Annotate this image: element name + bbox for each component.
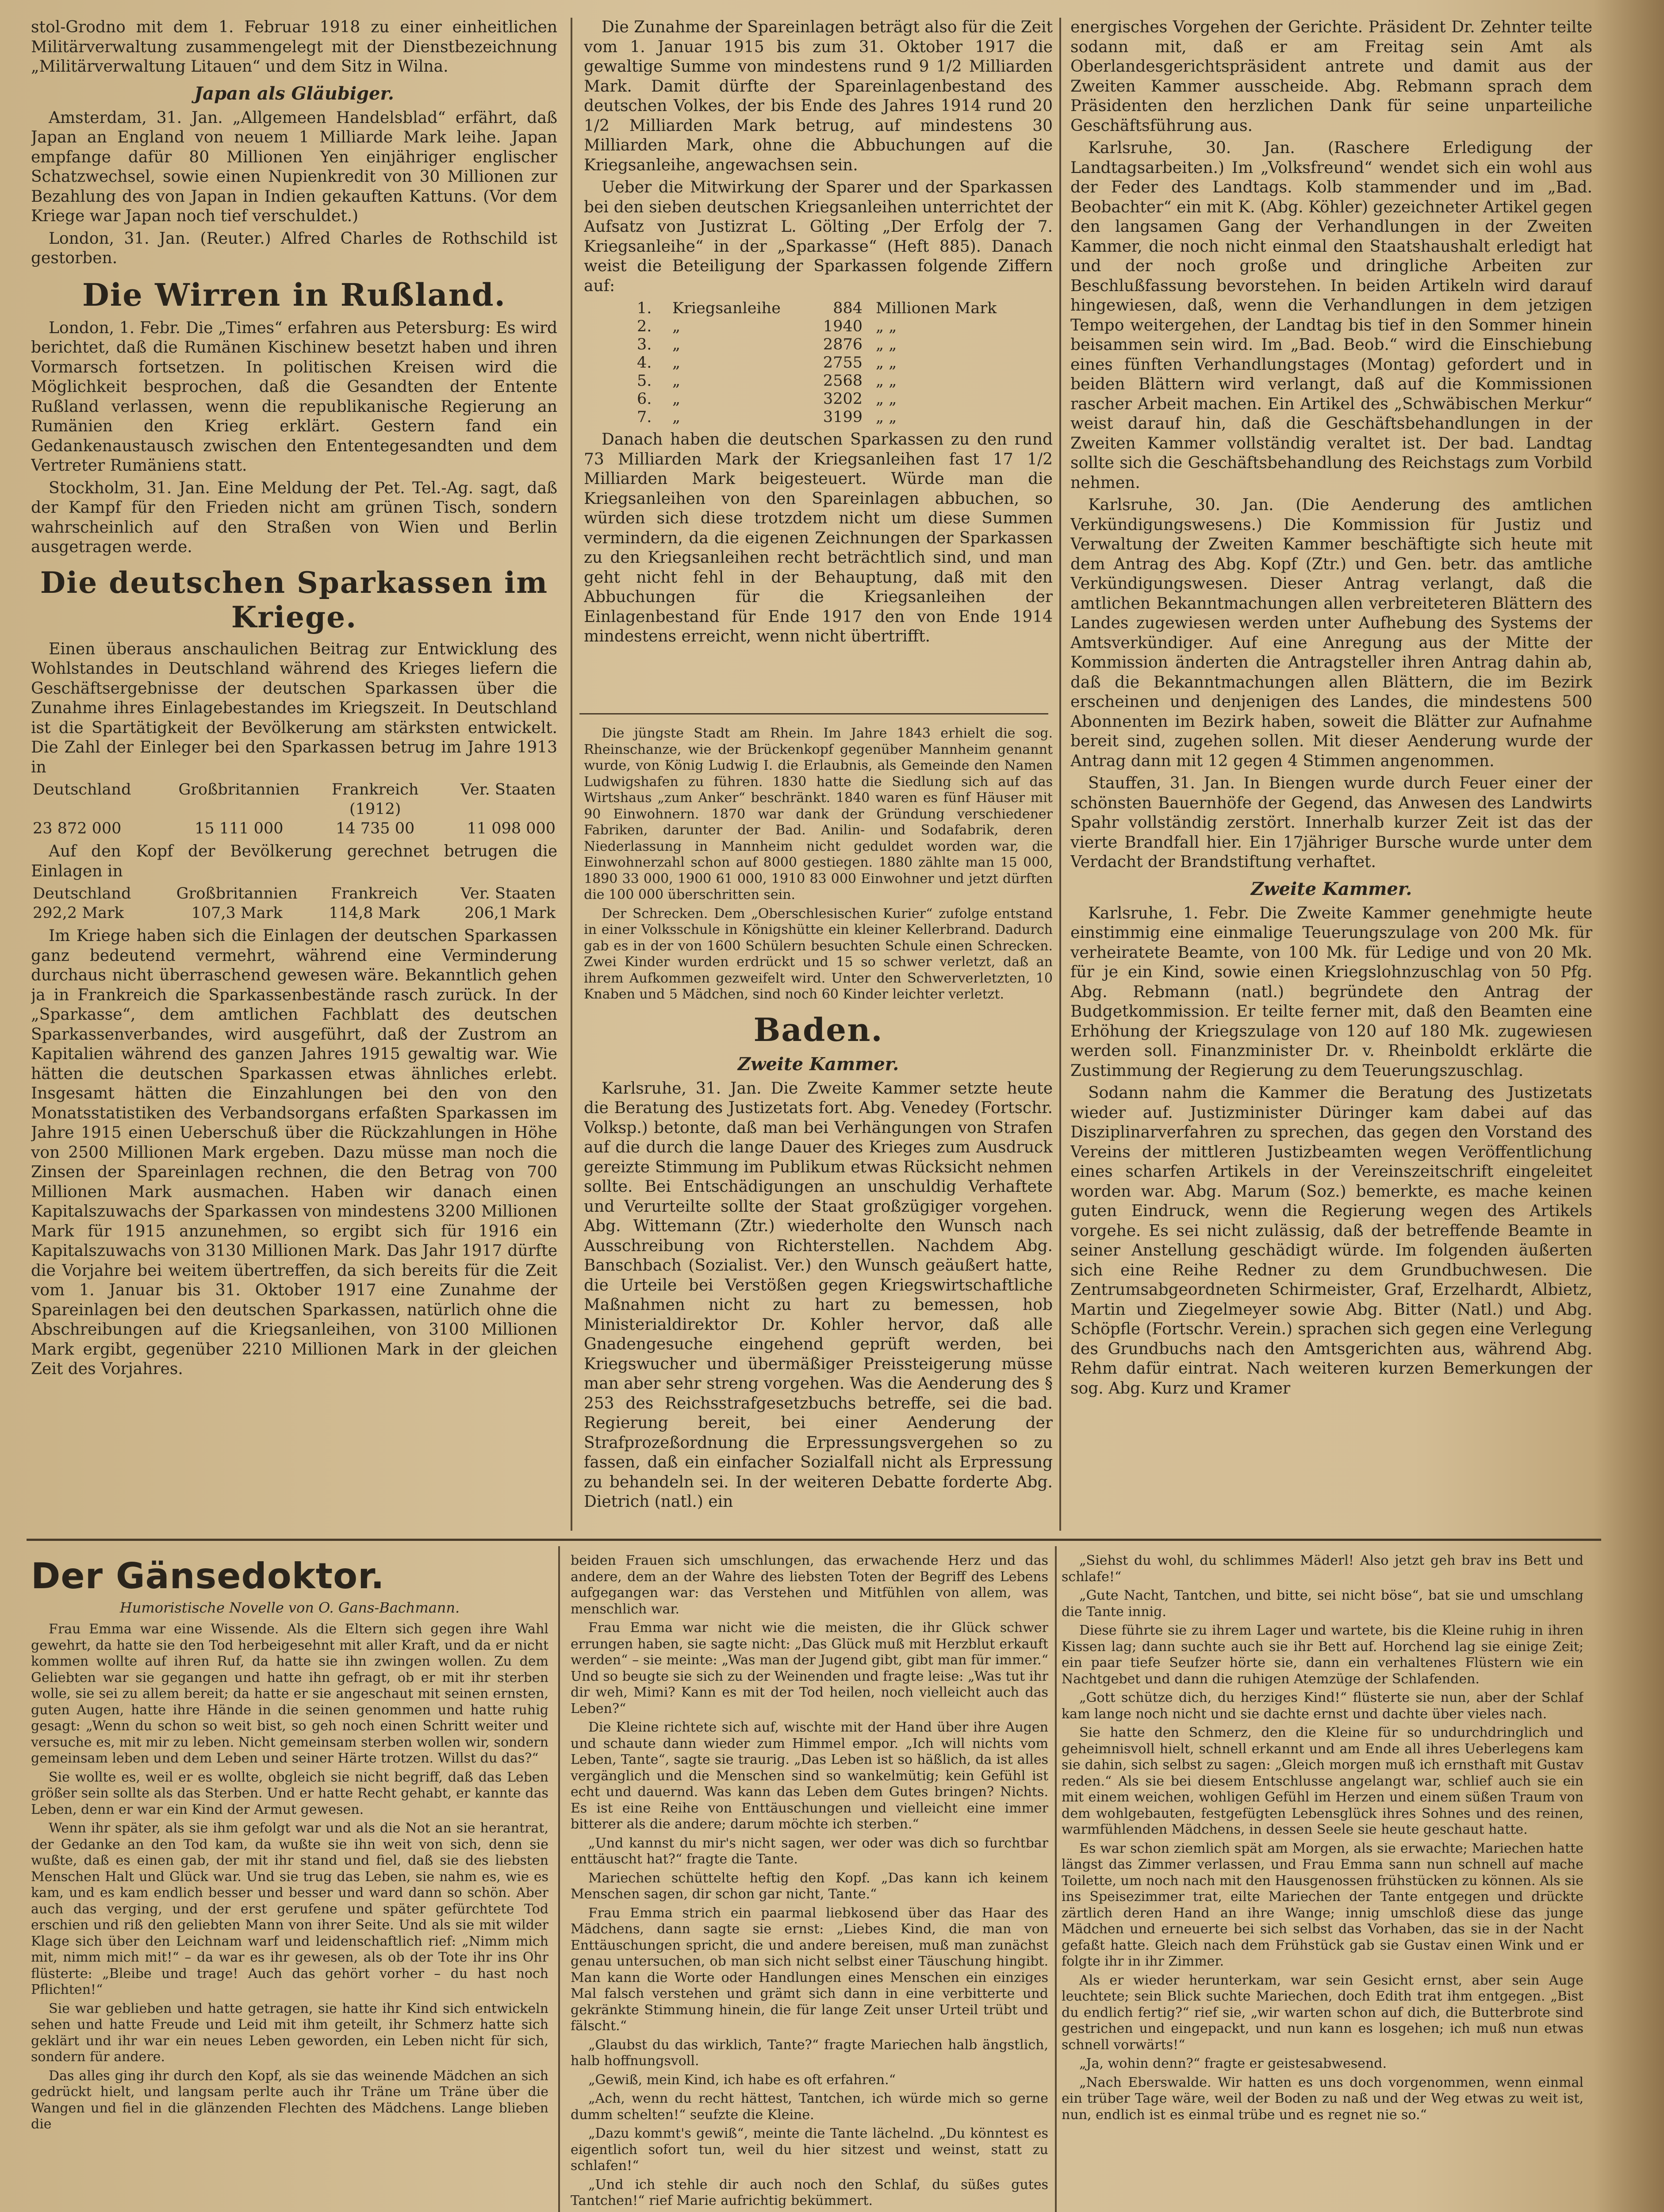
table-cell: Großbritannien <box>178 781 300 799</box>
list-item: 3. „ 2876 „ „ <box>637 336 897 353</box>
novella-column-1 <box>31 1553 548 2212</box>
table-cell: 114,8 Mark <box>329 904 420 922</box>
column-rule <box>1055 1546 1057 2212</box>
column-rule <box>1059 18 1061 1531</box>
novella-text: Als er wieder herunterkam, war sein Gesicht ernst, aber sein Auge leuchtete; sein Blick suchte Mariechen, doch Edith trat ihm entgegen. „Bist du endlich fertig?“ rief sie, „wir warten schon auf dich, die Butterbrote sind gestrichen und eingepackt, und nun kann es losgehen; ich muß nun etwas schnell vorwärts!“ <box>1062 1972 1583 2053</box>
novella-byline: Humoristische Novelle von O. Gans-Bachmann. <box>119 1599 460 1616</box>
article-text: Karlsruhe, 30. Jan. (Raschere Erledigung der Landtagsarbeiten.) Im „Volksfreund“ wendet sich ein wohl aus der Feder des Landtags. Kolb stammender und im „Bad. Beobachter“ ein mit K. (Abg. Köhler) gezeichneter Artikel gegen den langsamen Gang der Verhandlungen in der Zweiten Kammer, die noch nicht einmal den Staatshaushalt erledigt hat und der noch große und dringliche Arbeiten zur Beschlußfassung bevorstehen. In beiden Artikeln wird darauf hingewiesen, daß, wenn die Verhandlungen in dem jetzigen Tempo weitergehen, der Landtag bis tief in den Sommer hinein beisammen sein wird. Im „Bad. Beob.“ wird die Einschiebung eines fünften Verhandlungstages (Montag) gefordert und in beiden Blättern wird verlangt, daß auf die Kommissionen rascher Arbeit machen. Ein Artikel des „Schwäbischen Merkur“ weist darauf hin, daß die Geschäftsbehandlungen in der Zweiten Kammer vollständig veraltet ist. Der bad. Landtag sollte sich die Geschäftsbehandlung des Reichstags zum Vorbild nehmen. <box>1070 139 1592 492</box>
novella-text: Sie wollte es, weil er es wollte, obgleich sie nicht begriff, daß das Leben größer sein sollte als das Sterben. Und er hatte Recht gehabt, er kannte das Leben, denn er war ein Kind der Armut gewesen. <box>31 1769 548 1817</box>
table-cell: 206,1 Mark <box>464 904 556 922</box>
novella-text: Frau Emma war nicht wie die meisten, die ihr Glück schwer errungen haben, sie sagte nicht: „Das Glück muß mit Herzblut erkauft werden“ – sie meinte: „Was man der Jugend gibt, gibt man für immer.“ Und so beugte sie sich zu der Weinenden und fragte leise: „Was tut ihr dir weh, Mimi? Kann es mit der Tod heilen, noch vielleicht auch das Leben?“ <box>571 1620 1048 1717</box>
novella-column-2 <box>571 1553 1048 2212</box>
section-divider <box>27 1539 1601 1541</box>
novella-title: Der Gänsedoktor. <box>31 1555 385 1597</box>
table-cell: 14 735 00 <box>336 820 415 837</box>
table-cell: Frankreich <box>331 885 418 902</box>
article-text: Stauffen, 31. Jan. In Biengen wurde durch Feuer einer der schönsten Bauernhöfe der Gegend, das Anwesen des Landwirts Spahr vollständig zerstört. Innerhalb kurzer Zeit ist das der vierte Brandfall hier. Ein 17jähriger Bursche wurde unter dem Verdacht der Brandstiftung verhaftet. <box>1070 774 1592 871</box>
novella-text: beiden Frauen sich umschlungen, das erwachende Herz und das andere, dem an der Wahre des liebsten Toten der Begriff des Lebens aufgegangen war: das Verstehen und Mitfühlen von allem, was menschlich war. <box>571 1553 1048 1617</box>
novella-text: Wenn ihr später, als sie ihm gefolgt war und als die Not an sie herantrat, der Gedanke an den Tod kam, da wußte sie ihn weit von sich, denn sie wußte, daß es einen gab, der mit ihr stand und fiel, daß sie des liebsten Menschen Halt und Glück war. Und sie trug das Leben, sie nahm es, wie es kam, und es kam endlich besser und besser und ward dann so schön. Aber auch das verging, und der erst gerufene und später gefürchtete Tod erschien und riß den geliebten Mann von ihrer Seite. Und als sie mit wilder Klage sich über den Leichnam warf und leidenschaftlich rief: „Nimm mich mit, nimm mich mit!“ – da war es ihr gewesen, als ob der Tote ihr ins Ohr flüsterte: „Bleibe und trage! Auch das gehört vorher – du hast noch Pflichten!“ <box>31 1820 548 1997</box>
novella-text: „Gott schütze dich, du herziges Kind!“ flüsterte sie nun, aber der Schlaf kam lange noch nicht und sie dachte ernst und dachte über vieles nach. <box>1062 1690 1583 1722</box>
per-capita-table <box>31 884 557 923</box>
article-text: Einen überaus anschaulichen Beitrag zur Entwicklung des Wohlstandes in Deutschland während des Krieges liefern die Geschäftsergebnisse der deutschen Sparkassen über die Zunahme ihres Einlagebestandes im Kriegszeit. In Deutschland ist die Spartätigkeit der Bevölkerung am stärksten entwickelt. Die Zahl der Einleger bei den Sparkassen betrug im Jahre 1913 in <box>31 640 557 776</box>
headline-zweite-kammer: Zweite Kammer. <box>737 1053 899 1075</box>
novella-text: Diese führte sie zu ihrem Lager und wartete, bis die Kleine ruhig in ihren Kissen lag; dann suchte auch sie ihr Bett auf. Horchend lag sie einige Zeit; ein paar tiefe Seufzer hörte sie, dann ein verhaltenes Flüstern wie ein Nachtgebet und dann die ruhigen Atemzüge der Schlafenden. <box>1062 1623 1583 1687</box>
column-3 <box>1070 18 1592 1531</box>
column-rule <box>558 1546 560 2212</box>
novella-text: „Und ich stehle dir auch noch den Schlaf, du süßes gutes Tantchen!“ rief Marie aufrichtig bekümmert. <box>571 2177 1048 2208</box>
table-cell: Frankreich <box>331 781 419 799</box>
article-text: Die Zunahme der Spareinlagen beträgt also für die Zeit vom 1. Januar 1915 bis zum 31. Oktober 1917 die gewaltige Summe von mindestens rund 9 1/2 Milliarden Mark. Damit dürfte der Spareinlagenbestand des deutschen Volkes, der bis Ende des Jahres 1914 rund 20 1/2 Milliarden Mark betrug, auf mindestens 30 Milliarden Mark, ohne die Abbuchungen auf die Kriegsanleihe, angewachsen sein. <box>584 18 1053 174</box>
novella-text: „Nach Eberswalde. Wir hatten es uns doch vorgenommen, wenn einmal ein trüber Tage wäre, weil der Boden zu naß und der Weg etwas zu weit ist, nun, endlich ist es einmal trübe und es regnet nie so.“ <box>1062 2074 1583 2123</box>
table-cell: Ver. Staaten <box>460 781 556 799</box>
column-rule <box>571 18 572 1531</box>
list-item: 7. „ 3199 „ „ <box>637 408 897 426</box>
novella-text: Sie war geblieben und hatte getragen, sie hatte ihr Kind sich entwickeln sehen und hatte Freude und Leid mit ihm geteilt, ihr Schmerz hatte sich geklärt und ihr war ein neues Leben geworden, ein Leben nicht für sich, sondern für andere. <box>31 2001 548 2065</box>
depositors-table <box>31 780 557 838</box>
list-item: 4. „ 2755 „ „ <box>637 354 897 372</box>
novella-column-3 <box>1062 1553 1583 2212</box>
article-text: Karlsruhe, 31. Jan. Die Zweite Kammer setzte heute die Beratung des Justizetats fort. Abg. Venedey (Fortschr. Volksp.) betonte, daß man bei Verhängungen von Strafen auf die durch die lange Dauer des Krieges zum Ausdruck gereizte Stimmung im Publikum etwas Rücksicht nehmen sollte. Bei Entschädigungen an unschuldig Verhaftete und Verurteilte sollte der Staat großzügiger vorgehen. Abg. Wittemann (Ztr.) wiederholte den Wunsch nach Ausschreibung von Richterstellen. Nachdem Abg. Banschbach (Sozialist. Ver.) den Wunsch geäußert hatte, die Urteile bei Verstößen gegen Kriegswirtschaftliche Maßnahmen nicht zu hart zu bemessen, hob Ministerialdirektor Dr. Kohler hervor, daß alle Gnadengesuche eingehend geprüft werden, bei Kriegswucher und übermäßiger Preissteigerung müsse man aber sehr streng vorgehen. Was die Aenderung des § 253 des Reichsstrafgesetzbuchs betreffe, sei die bad. Regierung bereit, bei einer Aenderung der Strafprozeßordnung die Erpressungsvergehen so zu fassen, daß ein einfacher Sozialfall nicht als Erpressung zu behandeln sei. In der weiteren Debatte forderte Abg. Dietrich (natl.) ein <box>584 1079 1053 1511</box>
headline-sparkassen: Die deutschen Sparkassen im Kriege. <box>40 565 548 634</box>
table-cell: 107,3 Mark <box>191 904 283 922</box>
table-cell: 23 872 000 <box>33 820 122 837</box>
novella-text: Mariechen schüttelte heftig den Kopf. „Das kann ich keinem Menschen sagen, dir schon gar nicht, Tante.“ <box>571 1870 1048 1902</box>
novella-text: „Gute Nacht, Tantchen, und bitte, sei nicht böse“, bat sie und umschlang die Tante innig. <box>1062 1588 1583 1620</box>
novella-text: Die Kleine richtete sich auf, wischte mit der Hand über ihre Augen und schaute dann wieder zum Himmel empor. „Ich will nichts vom Leben, Tante“, sagte sie traurig. „Das Leben ist so häßlich, da ist alles vergänglich und die Menschen sind so wankelmütig; kein Gefühl ist echt und dauernd. Was kann das Leben dem Gutes bringen? Nichts. Es ist eine Reihe von Enttäuschungen und vielleicht eine immer bitterer als die andere; darum möchte ich sterben.“ <box>571 1720 1048 1832</box>
table-cell: Deutschland <box>33 781 131 799</box>
novella-text: Es war schon ziemlich spät am Morgen, als sie erwachte; Mariechen hatte längst das Zimmer verlassen, und Frau Emma sann nun schnell auf mache Toilette, um noch nach mit den Hausgenossen frühstücken zu können. Als sie ins Speisezimmer trat, eilte Mariechen der Tante entgegen und drückte zärtlich deren Hand an ihre Wange; innig umschloß diese das junge Mädchen und erneuerte bei sich selbst das Vorhaben, das sie in der Nacht gefaßt hatte. Gleich nach dem Frühstück gab sie Gustav einen Wink und er folgte ihr in ihr Zimmer. <box>1062 1840 1583 1969</box>
novella-text: „Siehst du wohl, du schlimmes Mäderl! Also jetzt geh brav ins Bett und schlafe!“ <box>1062 1553 1583 1585</box>
list-item: 1. Kriegsanleihe 884 Millionen Mark <box>637 300 997 317</box>
table-cell: 15 111 000 <box>195 820 284 837</box>
novella-text: Das alles ging ihr durch den Kopf, als sie das weinende Mädchen an sich gedrückt hielt, und langsam perlte auch ihr Träne um Träne über die Wangen und fiel in die glänzenden Flechten des Mädchens. Lange blieben die <box>31 2068 548 2132</box>
novella-text: „Glaubst du das wirklich, Tante?“ fragte Mariechen halb ängstlich, halb hoffnungsvoll. <box>571 2037 1048 2069</box>
article-text: energisches Vorgehen der Gerichte. Präsident Dr. Zehnter teilte sodann mit, daß er am Freitag sein Amt als Oberlandesgerichtspräsident antrete und damit aus der Zweiten Kammer ausscheide. Abg. Rebmann sprach dem Präsidenten den herzlichen Dank für seine unparteiliche Geschäftsführung aus. <box>1070 18 1592 135</box>
column-1 <box>31 18 557 1531</box>
list-item: 6. „ 3202 „ „ <box>637 390 897 408</box>
novella-text: „Und kannst du mir's nicht sagen, wer oder was dich so furchtbar enttäuscht hat?“ fragte die Tante. <box>571 1835 1048 1867</box>
list-item: 2. „ 1940 „ „ <box>637 318 897 335</box>
novella-text: „Gewiß, mein Kind, ich habe es oft erfahren.“ <box>588 2072 896 2088</box>
article-text: Karlsruhe, 30. Jan. (Die Aenderung des amtlichen Verkündigungswesens.) Die Kommission für Justiz und Verwaltung der Zweiten Kammer beschäftigte sich heute mit dem Antrag des Abg. Kopf (Ztr.) und Gen. betr. das amtliche Verkündigungswesen. Dieser Antrag verlangt, daß die amtlichen Bekanntmachungen allen verbreiteteren Blättern des Landes zugewiesen werden unter Aufhebung des Systems der Amtsverkündiger. Auf eine Anregung aus der Mitte der Kommission änderten die Antragsteller ihren Antrag dahin ab, daß die Bekanntmachungen allen Blättern, die im Bezirk erscheinen und denjenigen des Landes, die mindestens 500 Abonnenten im Bezirk haben, soweit die Blätter zur Aufnahme bereit sind, zugehen sollen. Mit dieser Aenderung wurde der Antrag dann mit 12 gegen 4 Stimmen angenommen. <box>1070 496 1592 770</box>
article-text: Ueber die Mitwirkung der Sparer und der Sparkassen bei den sieben deutschen Kriegsanleihen unterrichtet der Aufsatz von Justizrat L. Gölting „Der Erfolg der 7. Kriegsanleihe“ in der „Sparkasse“ (Heft 885). Danach weist die Beteiligung der Sparkassen folgende Ziffern auf: <box>584 178 1053 295</box>
article-text: London, 1. Febr. Die „Times“ erfahren aus Petersburg: Es wird berichtet, daß die Rumänen Kischinew besetzt haben und ihren Vormarsch fortsetzen. In politischen Kreisen wird die Möglichkeit besprochen, daß die Gesandten der Entente Rußland verlassen, wenn die republikanische Regierung an Rumänien den Krieg erklärt. Gestern fand ein Gedankenaustausch zwischen den Ententegesandten und dem Vertreter Rumäniens statt. <box>31 319 557 475</box>
novella-text: „Ach, wenn du recht hättest, Tantchen, ich würde mich so gerne dumm schelten!“ seufzte die Kleine. <box>571 2091 1048 2123</box>
article-text: London, 31. Jan. (Reuter.) Alfred Charles de Rothschild ist gestorben. <box>31 229 557 267</box>
table-cell: 292,2 Mark <box>33 904 124 922</box>
headline-japan: Japan als Gläubiger. <box>194 83 394 104</box>
novella-text: Frau Emma war eine Wissende. Als die Eltern sich gegen ihre Wahl gewehrt, da hatte sie den Tod herbeigesehnt mit aller Kraft, und da er nicht kommen wollte auf ihren Ruf, da hatte sie ihn zwingen wollen. Zu dem Geliebten war sie gegangen und hatte ihn gefragt, ob er mit ihr sterben wolle, sie sei zu allem bereit; da hatte er sie angeschaut mit seinen ernsten, guten Augen, hatte ihre Hände in die seinen genommen und hatte ruhig gesagt: „Wenn du schon so weit bist, so geh noch einen Schritt weiter und versuche es, mit mir zu leben. Nicht gemeinsam sterben wollen wir, sondern gemeinsam leben und dem Leben und seiner Härte trotzen. Willst du das?“ <box>31 1621 548 1766</box>
article-text: Sodann nahm die Kammer die Beratung des Justizetats wieder auf. Justizminister Düringer kam dabei auf das Disziplinarverfahren zu sprechen, das gegen den Vorstand des Vereins der mittleren Justizbeamten wegen Veröffentlichung eines scharfen Artikels in der Vereinszeitschrift eingeleitet worden war. Abg. Marum (Soz.) bemerkte, es mache keinen guten Eindruck, wenn die Regierung wegen des Artikels vorgehe. Es sei nicht zulässig, daß der betreffende Beamte in seiner Anstellung geschädigt würde. Im folgenden äußerten sich eine Reihe Redner zu dem Grundbuchwesen. Die Zentrumsabgeordneten Schirmeister, Graf, Erzelhardt, Albietz, Martin und Ziegelmeyer sowie Abg. Bitter (Natl.) und Abg. Schöpfle (Fortschr. Verein.) sprachen sich gegen eine Verlegung des Grundbuchs nach den Amtsgerichten aus, während Abg. Rehm dafür eintrat. Nach weiteren kurzen Bemerkungen der sog. Abg. Kurz und Kramer <box>1070 1084 1592 1398</box>
novella-text: „Ja, wohin denn?“ fragte er geistesabwesend. <box>1079 2056 1387 2071</box>
table-cell: Großbritannien <box>176 885 298 902</box>
list-item: 5. „ 2568 „ „ <box>637 372 897 390</box>
column-2-lower <box>584 726 1053 1535</box>
novella-text: Sie hatte den Schmerz, den die Kleine für so undurchdringlich und geheimnisvoll hielt, schnell erkannt und am Ende all ihres Ueberlegens kam sie dahin, sich selbst zu sagen: „Gleich morgen muß ich ernsthaft mit Gustav reden.“ Als sie bei diesem Entschlusse angelangt war, schlief auch sie ein mit einem weichen, wohligen Gefühl im Herzen und einem süßen Traum von dem wohlgebauten, festgefügten Lebensglück ihres Sohnes und des reinen, warmfühlenden Mädchens, in dessen Seele sie heute geschaut hatte. <box>1062 1725 1583 1837</box>
column-2 <box>584 18 1053 708</box>
headline-wirren: Die Wirren in Rußland. <box>82 276 506 313</box>
page-edge <box>1593 0 1664 2212</box>
novella-text: „Dazu kommt's gewiß“, meinte die Tante lächelnd. „Du könntest es eigentlich sofort tun, weil du hier sitzest und weinst, statt zu schlafen!“ <box>571 2126 1048 2174</box>
headline-zweite-kammer-2: Zweite Kammer. <box>1250 878 1412 899</box>
war-loan-list <box>637 300 1053 426</box>
news-item: Die jüngste Stadt am Rhein. Im Jahre 1843 erhielt die sog. Rheinschanze, wie der Brückenkopf gegenüber Mannheim genannt wurde, von König Ludwig I. die Erlaubnis, als Gemeinde den Namen Ludwigshafen zu führen. 1830 hatte die Siedlung sich auf das Wirtshaus „zum Anker“ beschränkt. 1840 waren es fünf Häuser mit 90 Einwohnern. 1870 war dank der Gründung verschiedener Fabriken, darunter der Bad. Anilin- und Sodafabrik, deren Niederlassung in Mannheim nicht geduldet worden war, die Einwohnerzahl schon auf 8000 gestiegen. 1880 zählte man 15 000, 1890 33 000, 1900 61 000, 1910 83 000 Einwohner und jetzt dürften die 100 000 überschritten sein. <box>584 726 1053 902</box>
novella-text: Frau Emma strich ein paarmal liebkosend über das Haar des Mädchens, dann sagte sie ernst: „Liebes Kind, die man von Enttäuschungen spricht, die und andere bereisen, muß man zunächst genau untersuchen, ob man sich nicht selbst einer Täuschung hingibt. Man kann die Worte oder Handlungen eines Menschen ein einziges Mal falsch verstehen und grämt sich dann in eine verbitterte und gekränkte Stimmung hinein, die für lange Zeit unser Urteil trübt und fälscht.“ <box>571 1905 1048 2034</box>
article-text: Danach haben die deutschen Sparkassen zu den rund 73 Milliarden Mark der Kriegsanleihen fast 17 1/2 Milliarden Mark beigesteuert. Würde man die Kriegsanleihen von den Spareinlagen abbuchen, so würden sich diese trotzdem nicht um diese Summen vermindern, da die eigenen Zeichnungen der Sparkassen zu den Kriegsanleihen recht beträchtlich sind, und man geht nicht fehl in der Behauptung, daß mit den Abbuchungen für die Kriegsanleihen der Einlagenbestand für Ende 1917 den von Ende 1914 mindestens erreicht, wenn nicht übertrifft. <box>584 430 1053 645</box>
table-cell: (1912) <box>349 800 401 818</box>
table-cell: Ver. Staaten <box>460 885 556 902</box>
table-cell: Deutschland <box>33 885 131 902</box>
article-text: stol-Grodno mit dem 1. Februar 1918 zu einer einheitlichen Militärverwaltung zusammengelegt mit der Dienstbezeichnung „Militärverwaltung Litauen“ und dem Sitz in Wilna. <box>31 18 557 76</box>
article-divider <box>579 713 1048 714</box>
article-text: Im Kriege haben sich die Einlagen der deutschen Sparkassen ganz bedeutend vermehrt, während eine Verminderung durchaus nicht überraschend gewesen wäre. Bekanntlich gehen ja in Frankreich die Sparkassenbestände rasch zurück. In der „Sparkasse“, dem amtlichen Fachblatt des deutschen Sparkassenverbandes, wird ausgeführt, daß der Zustrom an Kapitalien während des ganzen Jahres 1915 gewaltig war. Wie hätten die deutschen Sparkassen etwas ähnliches erlebt. Insgesamt hätten die Einzahlungen bei den von den Monatsstatistiken des Verbandsorgans erfaßten Sparkassen im Jahre 1915 einen Ueberschuß über die Rückzahlungen in Höhe von 2500 Millionen Mark ergeben. Dazu müsse man noch die Zinsen der Spareinlagen rechnen, die den Betrag von 700 Millionen Mark ausmachen. Haben wir danach einen Kapitalszuwachs der Sparkassen von mindestens 3200 Millionen Mark für 1915 anzunehmen, so ergibt sich für 1916 ein Kapitalszuwachs von 3130 Millionen Mark. Das Jahr 1917 dürfte die Vorjahre bei weitem übertreffen, da sich bereits für die Zeit vom 1. Januar bis 31. Oktober 1917 eine Zunahme der Spareinlagen bei den deutschen Sparkassen, natürlich ohne die Abschreibungen auf die Kriegsanleihen, von 3100 Millionen Mark ergibt, gegenüber 2210 Millionen Mark in der gleichen Zeit des Vorjahres. <box>31 927 557 1378</box>
article-text: Amsterdam, 31. Jan. „Allgemeen Handelsblad“ erfährt, daß Japan an England von neuem 1 Milliarde Mark leihe. Japan empfange dafür 80 Millionen Yen einjähriger englischer Schatzwechsel, sowie einen Nupienkredit von 30 Millionen zur Bezahlung des von Japan in Indien gekauften Kattuns. (Vor dem Kriege war Japan noch tief verschuldet.) <box>31 108 557 225</box>
table-cell: 11 098 000 <box>467 820 556 837</box>
article-text: Stockholm, 31. Jan. Eine Meldung der Pet. Tel.-Ag. sagt, daß der Kampf für den Frieden nicht am grünen Tisch, sondern wahrscheinlich auf den Straßen von Wien und Berlin ausgetragen werde. <box>31 479 557 556</box>
headline-baden: Baden. <box>753 1010 883 1048</box>
news-item: Der Schrecken. Dem „Oberschlesischen Kurier“ zufolge entstand in einer Volksschule in Königshütte ein kleiner Kellerbrand. Dadurch gab es in der von 1600 Schülern besuchten Schule einen Schrecken. Zwei Kinder wurden erdrückt und 15 so schwer verletzt, daß an ihrem Aufkommen gezweifelt wird. Unter den Schwerverletzten, 10 Knaben und 5 Mädchen, sind noch 60 Kinder leichter verletzt. <box>584 906 1053 1002</box>
article-text: Karlsruhe, 1. Febr. Die Zweite Kammer genehmigte heute einstimmig eine einmalige Teuerungszulage von 200 Mk. für verheiratete Beamte, von 100 Mk. für Ledige und von 20 Mk. für je ein Kind, sowie einen Kriegslohnzuschlag von 50 Pfg. Abg. Rebmann (natl.) begründete den Antrag der Budgetkommission. Er teilte ferner mit, daß den Beamten eine Erhöhung der Kriegszulage von 120 auf 180 Mk. zugewiesen werden soll. Finanzminister Dr. v. Rheinboldt erklärte die Zustimmung der Regierung zu dem Teuerungszuschlag. <box>1070 904 1592 1080</box>
article-text: Auf den Kopf der Bevölkerung gerechnet betrugen die Einlagen in <box>31 842 557 880</box>
